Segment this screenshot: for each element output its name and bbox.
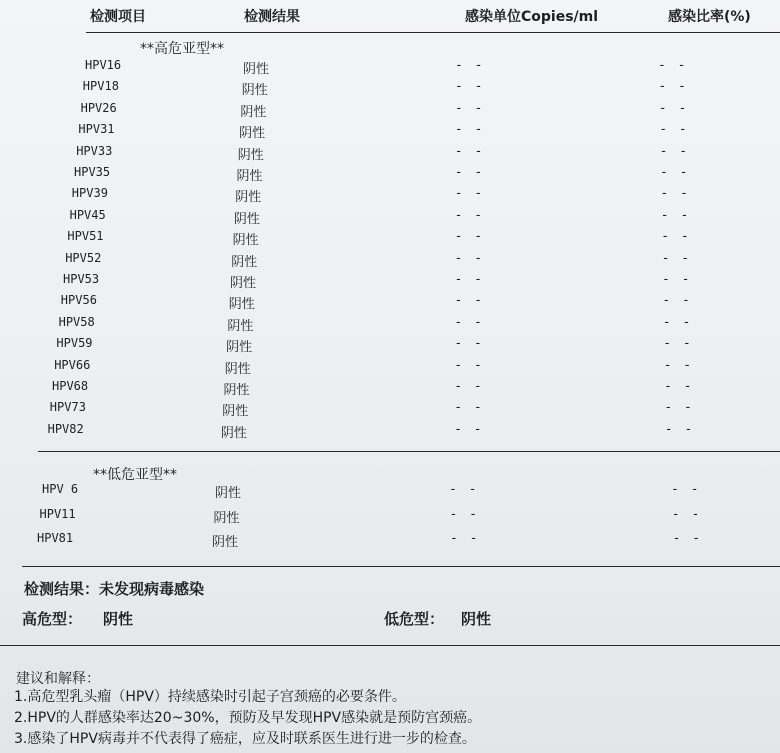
row-name: HPV59: [56, 336, 93, 351]
row-copies: - -: [454, 165, 485, 180]
row-ratio: - -: [672, 531, 703, 546]
low-risk-summary-value: 阴性: [461, 610, 492, 628]
row-result: 阴性: [241, 83, 268, 99]
conclusion-text: 检测结果：未发现病毒感染: [24, 580, 205, 598]
header-result: 检测结果: [244, 9, 300, 25]
row-result: 阴性: [226, 340, 253, 356]
row-ratio: - -: [658, 58, 688, 73]
row-result: 阴性: [220, 425, 247, 441]
row-copies: - -: [454, 186, 485, 202]
row-copies: - -: [449, 506, 479, 522]
row-name: HPV39: [71, 186, 108, 201]
summary-rule: [0, 645, 780, 646]
section-divider: [38, 451, 780, 452]
high-risk-label: **高危亚型**: [140, 41, 224, 57]
row-name: HPV58: [58, 314, 95, 329]
row-name: HPV73: [49, 400, 86, 415]
row-ratio: - -: [663, 336, 693, 352]
high-risk-summary-value: 阴性: [103, 610, 134, 628]
header-rule: [86, 32, 780, 33]
row-name: HPV 6: [42, 482, 79, 496]
row-ratio: - -: [662, 314, 693, 330]
row-name: HPV31: [78, 122, 115, 137]
row-result: 阴性: [213, 510, 240, 526]
row-copies: - -: [454, 272, 484, 287]
row-ratio: - -: [661, 229, 691, 245]
row-result: 阴性: [230, 276, 257, 291]
row-name: HPV26: [80, 100, 117, 115]
row-result: 阴性: [233, 211, 260, 227]
row-name: HPV35: [74, 165, 111, 179]
row-ratio: - -: [658, 100, 689, 116]
row-result: 阴性: [224, 361, 251, 377]
note-item-3: 3.感染了HPV病毒并不代表得了癌症，应及时联系医生进行进一步的检查。: [14, 731, 476, 747]
row-ratio: - -: [671, 482, 701, 497]
row-ratio: - -: [662, 293, 692, 309]
row-copies: - -: [454, 379, 484, 394]
row-copies: - -: [454, 100, 485, 116]
row-ratio: - -: [671, 506, 702, 522]
row-result: 阴性: [237, 147, 264, 163]
row-copies: - -: [454, 250, 485, 266]
note-item-2: 2.HPV的人群感染率达20~30%，预防及早发现HPV感染就是预防宫颈癌。: [14, 710, 482, 726]
row-name: HPV82: [47, 421, 84, 436]
row-copies: - -: [454, 400, 484, 416]
row-copies: - -: [455, 58, 485, 73]
row-copies: - -: [454, 143, 485, 159]
row-ratio: - -: [664, 421, 695, 437]
row-ratio: - -: [659, 122, 689, 138]
row-result: 阴性: [236, 169, 263, 184]
note-item-1: 1.高危型乳头瘤（HPV）持续感染时引起子宫颈癌的必要条件。: [14, 689, 406, 705]
row-copies: - -: [454, 79, 485, 95]
row-name: HPV33: [76, 143, 113, 158]
row-result: 阴性: [232, 233, 259, 249]
row-name: HPV16: [85, 58, 122, 72]
row-copies: - -: [454, 421, 484, 437]
row-ratio: - -: [659, 143, 690, 159]
row-result: 阴性: [223, 383, 250, 398]
row-name: HPV81: [37, 531, 74, 545]
row-name: HPV56: [60, 293, 97, 308]
row-copies: - -: [454, 293, 484, 309]
row-result: 阴性: [240, 104, 267, 120]
row-result: 阴性: [227, 318, 254, 334]
high-risk-summary-label: 高危型：: [22, 610, 83, 628]
row-result: 阴性: [222, 404, 249, 420]
row-result: 阴性: [215, 486, 242, 501]
header-unit: 感染单位Copies/ml: [465, 9, 599, 25]
row-copies: - -: [450, 531, 480, 546]
row-name: HPV66: [54, 357, 91, 372]
row-ratio: - -: [660, 165, 690, 180]
row-result: 阴性: [212, 535, 239, 550]
row-name: HPV11: [39, 506, 76, 521]
row-result: 阴性: [228, 297, 255, 313]
header-item: 检测项目: [90, 9, 146, 25]
row-ratio: - -: [664, 400, 694, 416]
row-copies: - -: [454, 314, 484, 330]
low-risk-summary-label: 低危型：: [384, 610, 445, 628]
row-name: HPV52: [65, 250, 102, 265]
row-ratio: - -: [660, 207, 691, 223]
row-name: HPV68: [52, 379, 89, 393]
header-ratio: 感染比率(%): [668, 9, 751, 25]
row-ratio: - -: [664, 379, 694, 394]
row-ratio: - -: [661, 250, 692, 266]
row-name: HPV53: [63, 272, 100, 286]
row-result: 阴性: [231, 254, 258, 270]
row-name: HPV51: [67, 229, 104, 244]
row-ratio: - -: [663, 357, 694, 373]
row-copies: - -: [449, 482, 479, 497]
notes-title: 建议和解释：: [16, 671, 100, 687]
row-copies: - -: [454, 207, 485, 223]
row-result: 阴性: [243, 62, 270, 77]
row-ratio: - -: [662, 272, 692, 287]
row-name: HPV45: [69, 207, 106, 222]
row-copies: - -: [454, 122, 485, 138]
row-result: 阴性: [239, 126, 266, 142]
low-section-rule: [22, 566, 780, 567]
row-copies: - -: [454, 336, 484, 352]
row-name: HPV18: [82, 79, 119, 94]
row-copies: - -: [454, 357, 484, 373]
row-result: 阴性: [235, 190, 262, 206]
row-ratio: - -: [660, 186, 690, 202]
row-ratio: - -: [658, 79, 688, 95]
low-risk-label: **低危亚型**: [93, 467, 177, 483]
row-copies: - -: [454, 229, 485, 245]
